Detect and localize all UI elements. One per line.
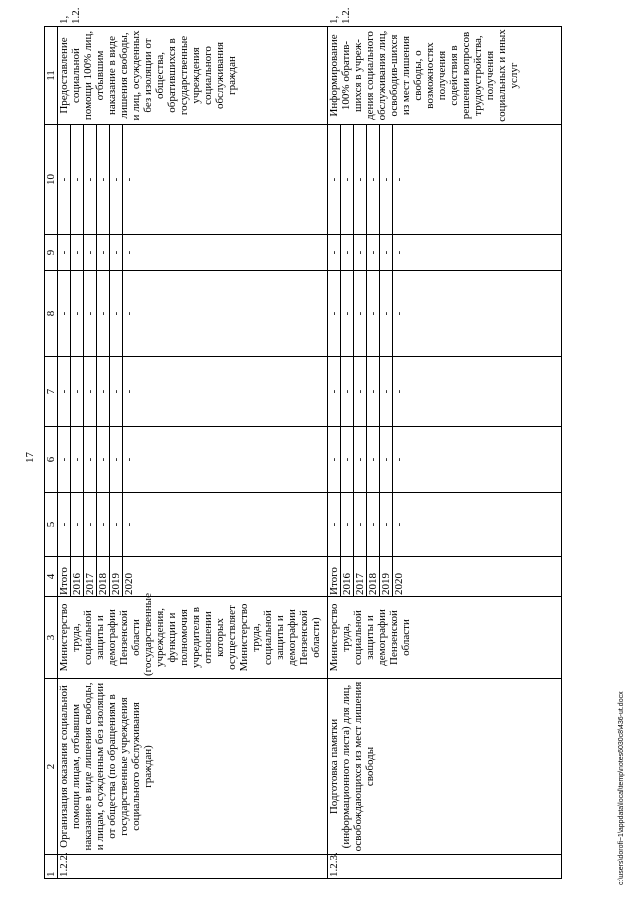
dash-value: - (328, 493, 341, 556)
dash-value: - (354, 271, 367, 356)
dash-value: - (393, 389, 405, 394)
dash-value: - (341, 427, 354, 492)
dash-value: - (97, 271, 110, 356)
dash-value: - (123, 457, 135, 462)
dash-value: - (380, 235, 393, 270)
dash-value: - (123, 311, 135, 316)
value-cell (58, 357, 328, 427)
dash-value: - (380, 125, 393, 234)
dash-value: - (341, 271, 354, 356)
dash-value: - (123, 389, 135, 394)
dash-value: - (367, 357, 380, 426)
dash-value: - (97, 427, 110, 492)
dash-value: - (97, 357, 110, 426)
year-label: 2019 (110, 557, 123, 596)
indicator-cell: Предоставление социальной помощи 100% лиц, отбывшим наказание в виде лишения свободы, и лиц, осужденных без изоляции от общества, обратившихся в государственные учреждения социального обслуживания граждан (58, 27, 328, 125)
dash-value: - (84, 235, 97, 270)
dash-value: - (84, 357, 97, 426)
dash-value: - (84, 271, 97, 356)
year-label: 2019 (380, 557, 393, 596)
value-cell (328, 493, 562, 557)
year-label: 2020 (123, 573, 135, 595)
year-label: 2017 (84, 557, 97, 596)
col-num-10: 10 (45, 125, 58, 235)
table-row: 1.2.3. Подготовка памятки (информационного листа) для лиц, освобождающихся из мест лишения свободы Министерство труда, социальной защиты и демографии Пензенской области Итого 2016 2017 2018 2019 2020 - - - - - - - - - - - - - - - - - - - - - - - - - - - - - - - - - - - - Информирование 100% обратив-шихся в учреж-дения социального обслуживания лиц, освободив-шихся из мест лишения свободы, о возможностях получения содействия в решении вопросов трудоустройства, получения социальных и иных услуг 1, 1.2. (328, 27, 562, 879)
value-cell (328, 271, 562, 357)
dash-value: - (380, 493, 393, 556)
year-label: 2018 (367, 557, 380, 596)
col-num-8: 8 (45, 271, 58, 357)
dash-value: - (71, 235, 84, 270)
dash-value: - (328, 427, 341, 492)
dash-value: - (380, 357, 393, 426)
dash-value: - (354, 357, 367, 426)
dash-value: - (84, 427, 97, 492)
value-cell (58, 125, 328, 235)
dash-value: - (110, 271, 123, 356)
dash-value: - (110, 427, 123, 492)
dash-value: - (328, 125, 341, 234)
dash-value: - (58, 427, 71, 492)
dash-value: - (84, 493, 97, 556)
row-number: 1.2.2. (58, 855, 328, 879)
value-cell (328, 235, 562, 271)
dash-value: - (58, 235, 71, 270)
dash-value: - (97, 493, 110, 556)
dash-value: - (341, 125, 354, 234)
table-row: 1.2.2. Организация оказания социальной помощи лицам, отбывшим наказание в виде лишения свободы, и лицам, осужденным без изоляции от общества (по обращениям в государственные учреждения социального обслуживания граждан) Министерство труда, социальной защиты и демографии Пензенской области (государственные учреждения, функции и полномочия учредителя в отношении которых осуществляет Министерство труда, социальной защиты и демографии Пензенской области) Итого 2016 2017 2018 2019 2020 - - - - - - - - - - - - - - - - - - - - - - - - - - - - - - - - - - - - Предоставление социальной помощи 100% лиц, отбывшим наказание в виде лишения свободы, и лиц, осужденных без изоляции от общества, обратившихся в государственные учреждения социального обслуживания граждан 1, 1.2. (58, 27, 328, 879)
dash-value: - (58, 271, 71, 356)
dash-value: - (393, 250, 405, 255)
value-cell (328, 357, 562, 427)
dash-value: - (110, 235, 123, 270)
page-number: 17 (24, 452, 36, 463)
dash-value: - (367, 271, 380, 356)
dash-value: - (354, 493, 367, 556)
col-num-3: 3 (45, 597, 58, 679)
dash-value: - (123, 250, 135, 255)
dash-value: - (97, 125, 110, 234)
activity-cell: Организация оказания социальной помощи лицам, отбывшим наказание в виде лишения свободы, и лицам, осужденным без изоляции от общества (по обращениям в государственные учреждения социального обслуживания граждан) (58, 679, 328, 855)
year-label: 2016 (341, 557, 354, 596)
value-cell (58, 235, 328, 271)
col-num-9: 9 (45, 235, 58, 271)
dash-value: - (71, 125, 84, 234)
dash-value: - (380, 427, 393, 492)
dash-value: - (71, 357, 84, 426)
col-num-2: 2 (45, 679, 58, 855)
dash-value: - (97, 235, 110, 270)
dash-value: - (367, 493, 380, 556)
indicator-cell: Информирование 100% обратив-шихся в учреж-дения социального обслуживания лиц, освободив-шихся из мест лишения свободы, о возможностях получения содействия в решении вопросов трудоустройства, получения социальных и иных услуг (328, 27, 562, 125)
dash-value: - (354, 235, 367, 270)
dash-value: - (110, 357, 123, 426)
year-label: Итого (58, 557, 71, 596)
dash-value: - (71, 493, 84, 556)
year-label: 2016 (71, 557, 84, 596)
col-num-6: 6 (45, 427, 58, 493)
executor-cell: Министерство труда, социальной защиты и демографии Пензенской области (государственные учреждения, функции и полномочия учредителя в отношении которых осуществляет Министерство труда, социальной защиты и демографии Пензенской области) (58, 597, 328, 679)
dash-value: - (341, 235, 354, 270)
col-num-5: 5 (45, 493, 58, 557)
dash-value: - (393, 177, 405, 182)
executor-cell: Министерство труда, социальной защиты и демографии Пензенской области (328, 597, 562, 679)
dash-value: - (393, 457, 405, 462)
value-cell (58, 427, 328, 493)
dash-value: - (123, 522, 135, 527)
dash-value: - (58, 357, 71, 426)
dash-value: - (341, 493, 354, 556)
year-label: 2018 (97, 557, 110, 596)
dash-value: - (110, 493, 123, 556)
dash-value: - (328, 235, 341, 270)
dash-value: - (58, 493, 71, 556)
dash-value: - (393, 311, 405, 316)
activity-cell: Подготовка памятки (информационного листа) для лиц, освобождающихся из мест лишения свободы (328, 679, 562, 855)
dash-value: - (328, 271, 341, 356)
col-num-1: 1 (45, 855, 58, 879)
value-cell (58, 271, 328, 357)
dash-value: - (123, 177, 135, 182)
file-path-footer: c:\users\dorofi~1\appdata\local\temp\notes6030c8\436-ut.docx (618, 691, 625, 885)
row-number: 1.2.3. (328, 855, 562, 879)
dash-value: - (367, 125, 380, 234)
year-label: Итого (328, 557, 341, 596)
dash-value: - (328, 357, 341, 426)
col-num-11: 11 (45, 27, 58, 125)
dash-value: - (393, 522, 405, 527)
dash-value: - (110, 125, 123, 234)
year-label: 2017 (354, 557, 367, 596)
dash-value: - (341, 357, 354, 426)
dash-value: - (71, 271, 84, 356)
dash-value: - (354, 427, 367, 492)
dash-value: - (58, 125, 71, 234)
years-cell (328, 557, 562, 597)
year-label: 2020 (393, 573, 405, 595)
value-cell (328, 125, 562, 235)
dash-value: - (367, 235, 380, 270)
column-number-row (45, 27, 58, 879)
dash-value: - (354, 125, 367, 234)
dash-value: - (367, 427, 380, 492)
value-cell (328, 427, 562, 493)
dash-value: - (380, 271, 393, 356)
col-num-7: 7 (45, 357, 58, 427)
col-num-4: 4 (45, 557, 58, 597)
value-cell (58, 493, 328, 557)
dash-value: - (71, 427, 84, 492)
dash-value: - (84, 125, 97, 234)
program-table (44, 7, 562, 879)
years-cell (58, 557, 328, 597)
